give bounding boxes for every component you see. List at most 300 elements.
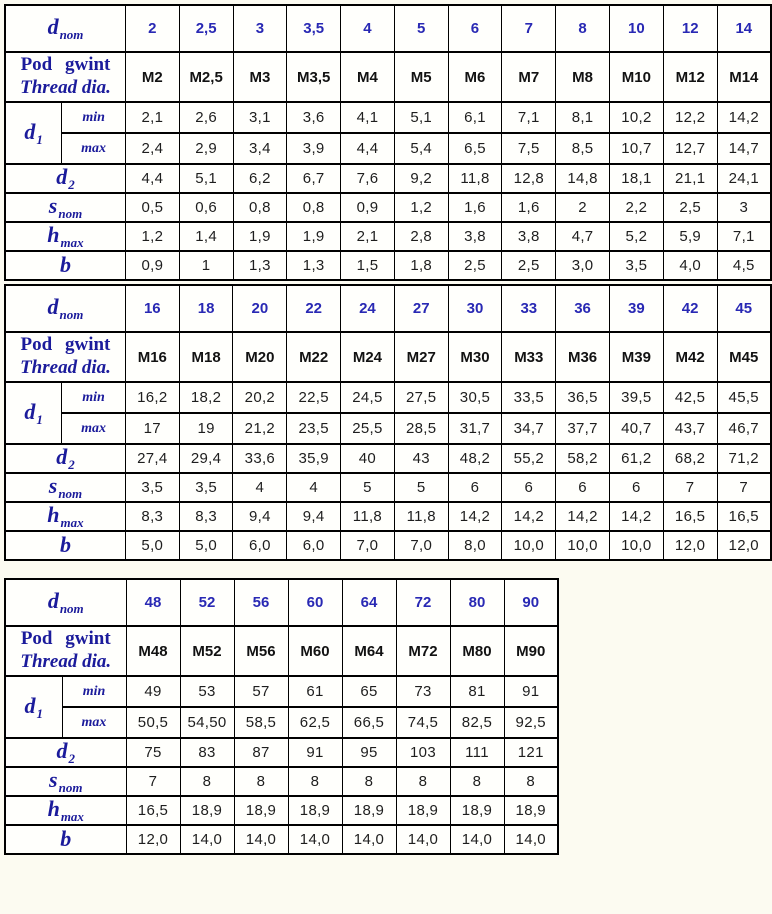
math-label bbox=[59, 532, 71, 557]
d2-value: 11,8 bbox=[448, 164, 502, 193]
snom-value: 5 bbox=[341, 473, 395, 502]
label-subscript: nom bbox=[59, 27, 84, 42]
hmax-value: 18,9 bbox=[234, 796, 288, 825]
thread-size: M22 bbox=[287, 332, 341, 382]
row-d1-min bbox=[5, 676, 558, 707]
thread-label-en: Thread dia. bbox=[20, 357, 111, 378]
thread-label-en: Thread dia. bbox=[20, 77, 111, 98]
row-d1-max bbox=[5, 707, 558, 738]
hmax-value: 11,8 bbox=[394, 502, 448, 531]
d2-value: 5,1 bbox=[179, 164, 233, 193]
dnom-value: 33 bbox=[502, 285, 556, 332]
dnom-value: 52 bbox=[180, 579, 234, 626]
b-value: 14,0 bbox=[396, 825, 450, 854]
snom-value: 0,8 bbox=[287, 193, 341, 222]
snom-value: 7 bbox=[126, 767, 180, 796]
d1-min-value: 39,5 bbox=[609, 382, 663, 413]
label-base: d bbox=[24, 692, 36, 718]
b-value: 2,5 bbox=[448, 251, 502, 280]
dnom-value: 72 bbox=[396, 579, 450, 626]
b-value: 1,3 bbox=[287, 251, 341, 280]
b-value: 1,8 bbox=[394, 251, 448, 280]
snom-value: 6 bbox=[502, 473, 556, 502]
table-body bbox=[5, 579, 558, 854]
b-value: 5,0 bbox=[179, 531, 233, 560]
d1-max-value: 25,5 bbox=[341, 413, 395, 444]
hmax-value: 18,9 bbox=[288, 796, 342, 825]
d1-max-value: 58,5 bbox=[234, 707, 288, 738]
row-snom bbox=[5, 473, 771, 502]
table-body bbox=[5, 5, 771, 280]
d1-max-value: 28,5 bbox=[394, 413, 448, 444]
math-label bbox=[47, 796, 84, 824]
d1-max-value: 54,50 bbox=[180, 707, 234, 738]
dnom-value: 12 bbox=[663, 5, 717, 52]
d2-value: 75 bbox=[126, 738, 180, 767]
dnom-value: 2 bbox=[125, 5, 179, 52]
hmax-value: 16,5 bbox=[663, 502, 717, 531]
label-base: d bbox=[24, 118, 36, 144]
hmax-value: 3,8 bbox=[502, 222, 556, 251]
hmax-value: 5,9 bbox=[663, 222, 717, 251]
b-value: 14,0 bbox=[180, 825, 234, 854]
d1-min-value: 61 bbox=[288, 676, 342, 707]
d2-value: 35,9 bbox=[287, 444, 341, 473]
d1-min-value: 14,2 bbox=[717, 102, 771, 133]
snom-value: 1,6 bbox=[448, 193, 502, 222]
thread-size: M56 bbox=[234, 626, 288, 676]
d1-max-value: 50,5 bbox=[126, 707, 180, 738]
d1-min-value: 53 bbox=[180, 676, 234, 707]
math-label bbox=[47, 222, 84, 250]
d1-max-value: 34,7 bbox=[502, 413, 556, 444]
label-subscript: nom bbox=[58, 780, 83, 795]
math-label bbox=[24, 692, 44, 721]
snom-value: 0,9 bbox=[341, 193, 395, 222]
hmax-value: 9,4 bbox=[233, 502, 287, 531]
d2-value: 9,2 bbox=[394, 164, 448, 193]
d1-max-value: 92,5 bbox=[504, 707, 558, 738]
thread-size: M2,5 bbox=[179, 52, 233, 102]
thread-size: M48 bbox=[126, 626, 180, 676]
snom-value: 2,2 bbox=[609, 193, 663, 222]
label-subscript: nom bbox=[59, 601, 84, 616]
label-subscript: 2 bbox=[68, 457, 75, 472]
thread-size: M33 bbox=[502, 332, 556, 382]
hmax-value: 16,5 bbox=[717, 502, 771, 531]
row-hmax bbox=[5, 796, 558, 825]
hmax-value: 8,3 bbox=[179, 502, 233, 531]
d1-min-value: 16,2 bbox=[125, 382, 179, 413]
b-value: 1 bbox=[179, 251, 233, 280]
hmax-value: 18,9 bbox=[180, 796, 234, 825]
d2-value: 58,2 bbox=[556, 444, 610, 473]
row-dnom bbox=[5, 5, 771, 52]
row-label-hmax bbox=[5, 222, 125, 251]
d1-max-value: 19 bbox=[179, 413, 233, 444]
d2-value: 4,4 bbox=[125, 164, 179, 193]
hmax-value: 18,9 bbox=[396, 796, 450, 825]
row-label-dnom bbox=[5, 5, 125, 52]
thread-size: M5 bbox=[394, 52, 448, 102]
d1-min-value: 3,6 bbox=[287, 102, 341, 133]
math-label bbox=[48, 473, 83, 501]
dnom-value: 3 bbox=[233, 5, 287, 52]
snom-value: 8 bbox=[288, 767, 342, 796]
label-subscript: 2 bbox=[68, 751, 75, 766]
d1-min-value: 49 bbox=[126, 676, 180, 707]
d1-max-value: 37,7 bbox=[556, 413, 610, 444]
math-label bbox=[47, 502, 84, 530]
dnom-value: 10 bbox=[609, 5, 663, 52]
dnom-value: 39 bbox=[609, 285, 663, 332]
math-label bbox=[47, 588, 84, 616]
d1-max-value: 12,7 bbox=[663, 133, 717, 164]
dnom-value: 56 bbox=[234, 579, 288, 626]
snom-value: 3,5 bbox=[125, 473, 179, 502]
snom-value: 3,5 bbox=[179, 473, 233, 502]
spec-table-1 bbox=[4, 4, 772, 281]
d2-value: 18,1 bbox=[609, 164, 663, 193]
label-base: b bbox=[59, 252, 71, 277]
b-value: 8,0 bbox=[448, 531, 502, 560]
row-d1-max bbox=[5, 413, 771, 444]
d1-max-value: 5,4 bbox=[394, 133, 448, 164]
label-base: b bbox=[59, 532, 71, 557]
d1-max-value: 3,4 bbox=[233, 133, 287, 164]
snom-value: 6 bbox=[448, 473, 502, 502]
d1-max-value: 46,7 bbox=[717, 413, 771, 444]
row-d1-min bbox=[5, 382, 771, 413]
snom-value: 7 bbox=[717, 473, 771, 502]
d2-value: 111 bbox=[450, 738, 504, 767]
snom-value: 4 bbox=[233, 473, 287, 502]
label-base: d bbox=[56, 444, 68, 469]
hmax-value: 8,3 bbox=[125, 502, 179, 531]
thread-size: M8 bbox=[556, 52, 610, 102]
d2-value: 48,2 bbox=[448, 444, 502, 473]
row-label-hmax bbox=[5, 502, 125, 531]
d2-value: 21,1 bbox=[663, 164, 717, 193]
math-label bbox=[49, 767, 83, 795]
thread-size: M24 bbox=[341, 332, 395, 382]
d2-value: 43 bbox=[394, 444, 448, 473]
d2-value: 6,7 bbox=[287, 164, 341, 193]
row-b bbox=[5, 251, 771, 280]
d2-value: 61,2 bbox=[609, 444, 663, 473]
d2-value: 40 bbox=[341, 444, 395, 473]
dnom-value: 30 bbox=[448, 285, 502, 332]
d2-value: 33,6 bbox=[233, 444, 287, 473]
b-value: 2,5 bbox=[502, 251, 556, 280]
row-label-d2 bbox=[5, 444, 125, 473]
b-value: 1,3 bbox=[233, 251, 287, 280]
hmax-value: 1,2 bbox=[125, 222, 179, 251]
d1-max-value: 2,9 bbox=[179, 133, 233, 164]
label-base: s bbox=[49, 767, 58, 792]
hmax-value: 4,7 bbox=[556, 222, 610, 251]
row-hmax bbox=[5, 502, 771, 531]
d2-value: 7,6 bbox=[341, 164, 395, 193]
d2-value: 29,4 bbox=[179, 444, 233, 473]
hmax-value: 3,8 bbox=[448, 222, 502, 251]
d1-min-value: 18,2 bbox=[179, 382, 233, 413]
d1-max-value: 6,5 bbox=[448, 133, 502, 164]
thread-size: M18 bbox=[179, 332, 233, 382]
row-label-d2 bbox=[5, 164, 125, 193]
d1-max-value: 40,7 bbox=[609, 413, 663, 444]
b-value: 1,5 bbox=[341, 251, 395, 280]
thread-size: M14 bbox=[717, 52, 771, 102]
snom-value: 2,5 bbox=[663, 193, 717, 222]
hmax-value: 2,8 bbox=[394, 222, 448, 251]
row-label-snom bbox=[5, 193, 125, 222]
math-label bbox=[24, 118, 43, 147]
snom-value: 8 bbox=[504, 767, 558, 796]
label-base: b bbox=[60, 826, 72, 851]
row-snom bbox=[5, 193, 771, 222]
label-base: s bbox=[48, 473, 58, 498]
b-value: 3,5 bbox=[609, 251, 663, 280]
snom-value: 8 bbox=[396, 767, 450, 796]
hmax-value: 18,9 bbox=[450, 796, 504, 825]
b-value: 12,0 bbox=[663, 531, 717, 560]
dnom-value: 3,5 bbox=[287, 5, 341, 52]
thread-size: M3,5 bbox=[287, 52, 341, 102]
math-label bbox=[56, 444, 75, 472]
dnom-value: 8 bbox=[556, 5, 610, 52]
dnom-value: 5 bbox=[394, 5, 448, 52]
thread-size: M27 bbox=[394, 332, 448, 382]
d1-min-value: 4,1 bbox=[341, 102, 395, 133]
dnom-value: 24 bbox=[341, 285, 395, 332]
d1-max-value: 66,5 bbox=[342, 707, 396, 738]
math-label bbox=[56, 164, 75, 192]
thread-size: M12 bbox=[663, 52, 717, 102]
row-label-b bbox=[5, 251, 125, 280]
snom-value: 6 bbox=[609, 473, 663, 502]
row-label-b bbox=[5, 531, 125, 560]
thread-size: M3 bbox=[233, 52, 287, 102]
label-subscript: 1 bbox=[36, 411, 43, 427]
row-label-snom bbox=[5, 473, 125, 502]
math-label bbox=[59, 252, 71, 277]
d2-value: 83 bbox=[180, 738, 234, 767]
d2-value: 103 bbox=[396, 738, 450, 767]
b-value: 10,0 bbox=[556, 531, 610, 560]
d1-min-value: 45,5 bbox=[717, 382, 771, 413]
row-thread bbox=[5, 332, 771, 382]
math-label bbox=[56, 738, 76, 766]
thread-size: M6 bbox=[448, 52, 502, 102]
d1-min-value: 81 bbox=[450, 676, 504, 707]
dnom-value: 45 bbox=[717, 285, 771, 332]
d1-max-value: 21,2 bbox=[233, 413, 287, 444]
d1-min-value: 33,5 bbox=[502, 382, 556, 413]
dnom-value: 60 bbox=[288, 579, 342, 626]
b-value: 4,5 bbox=[717, 251, 771, 280]
dnom-value: 2,5 bbox=[179, 5, 233, 52]
thread-size: M60 bbox=[288, 626, 342, 676]
row-d1-min bbox=[5, 102, 771, 133]
row-b bbox=[5, 825, 558, 854]
label-subscript: nom bbox=[59, 307, 84, 322]
d2-value: 24,1 bbox=[717, 164, 771, 193]
label-subscript: 2 bbox=[68, 177, 75, 192]
label-base: d bbox=[56, 738, 68, 763]
d1-min-value: 57 bbox=[234, 676, 288, 707]
d1-max-value: 43,7 bbox=[663, 413, 717, 444]
thread-size: M36 bbox=[556, 332, 610, 382]
hmax-value: 14,2 bbox=[609, 502, 663, 531]
row-label-d2 bbox=[5, 738, 126, 767]
d2-value: 121 bbox=[504, 738, 558, 767]
hmax-value: 1,4 bbox=[179, 222, 233, 251]
row-label-d1 bbox=[5, 102, 62, 164]
spec-table-3 bbox=[4, 578, 559, 855]
b-value: 4,0 bbox=[663, 251, 717, 280]
math-label bbox=[60, 826, 72, 851]
row-d1-max bbox=[5, 133, 771, 164]
row-label-d1 bbox=[5, 382, 62, 444]
hmax-value: 14,2 bbox=[502, 502, 556, 531]
thread-size: M7 bbox=[502, 52, 556, 102]
b-value: 14,0 bbox=[450, 825, 504, 854]
thread-size: M72 bbox=[396, 626, 450, 676]
snom-value: 5 bbox=[394, 473, 448, 502]
label-base: d bbox=[56, 164, 68, 189]
d1-min-value: 8,1 bbox=[556, 102, 610, 133]
row-snom bbox=[5, 767, 558, 796]
math-label bbox=[24, 398, 43, 427]
d1-max-value: 74,5 bbox=[396, 707, 450, 738]
b-value: 7,0 bbox=[341, 531, 395, 560]
thread-size: M16 bbox=[125, 332, 179, 382]
row-label-thread bbox=[5, 332, 125, 382]
b-value: 12,0 bbox=[717, 531, 771, 560]
hmax-value: 9,4 bbox=[287, 502, 341, 531]
row-dnom bbox=[5, 579, 558, 626]
row-b bbox=[5, 531, 771, 560]
snom-value: 0,8 bbox=[233, 193, 287, 222]
row-d2 bbox=[5, 738, 558, 767]
row-thread bbox=[5, 626, 558, 676]
spec-table-2 bbox=[4, 284, 772, 561]
snom-value: 8 bbox=[450, 767, 504, 796]
d1-min-value: 10,2 bbox=[609, 102, 663, 133]
label-base: d bbox=[47, 588, 59, 613]
snom-value: 0,6 bbox=[179, 193, 233, 222]
d1-min-value: 22,5 bbox=[287, 382, 341, 413]
row-label-hmax bbox=[5, 796, 126, 825]
row-label-dnom bbox=[5, 285, 125, 332]
hmax-value: 2,1 bbox=[341, 222, 395, 251]
snom-value: 1,6 bbox=[502, 193, 556, 222]
hmax-value: 5,2 bbox=[609, 222, 663, 251]
dnom-value: 36 bbox=[556, 285, 610, 332]
thread-label-en: Thread dia. bbox=[20, 651, 112, 672]
d2-value: 68,2 bbox=[663, 444, 717, 473]
snom-value: 3 bbox=[717, 193, 771, 222]
d1-min-value: 24,5 bbox=[341, 382, 395, 413]
hmax-value: 18,9 bbox=[504, 796, 558, 825]
thread-label-pl: Pod gwint bbox=[20, 628, 111, 650]
row-label-min: min bbox=[62, 382, 126, 413]
d1-min-value: 2,1 bbox=[125, 102, 179, 133]
snom-value: 1,2 bbox=[394, 193, 448, 222]
label-base: s bbox=[48, 193, 58, 218]
label-subscript: nom bbox=[58, 486, 83, 501]
snom-value: 4 bbox=[287, 473, 341, 502]
thread-size: M39 bbox=[609, 332, 663, 382]
row-d2 bbox=[5, 164, 771, 193]
b-value: 14,0 bbox=[504, 825, 558, 854]
d2-value: 71,2 bbox=[717, 444, 771, 473]
thread-size: M2 bbox=[125, 52, 179, 102]
label-base: h bbox=[47, 222, 60, 247]
d1-max-value: 31,7 bbox=[448, 413, 502, 444]
label-subscript: 1 bbox=[36, 131, 43, 147]
d1-min-value: 6,1 bbox=[448, 102, 502, 133]
d1-max-value: 4,4 bbox=[341, 133, 395, 164]
dnom-value: 18 bbox=[179, 285, 233, 332]
label-base: d bbox=[47, 294, 59, 319]
d2-value: 91 bbox=[288, 738, 342, 767]
snom-value: 8 bbox=[342, 767, 396, 796]
dnom-value: 4 bbox=[341, 5, 395, 52]
d1-max-value: 7,5 bbox=[502, 133, 556, 164]
d1-max-value: 14,7 bbox=[717, 133, 771, 164]
row-hmax bbox=[5, 222, 771, 251]
thread-size: M45 bbox=[717, 332, 771, 382]
row-label-min: min bbox=[62, 102, 126, 133]
d1-min-value: 30,5 bbox=[448, 382, 502, 413]
d2-value: 95 bbox=[342, 738, 396, 767]
table-body bbox=[5, 285, 771, 560]
hmax-value: 18,9 bbox=[342, 796, 396, 825]
d1-max-value: 82,5 bbox=[450, 707, 504, 738]
label-subscript: max bbox=[60, 235, 84, 250]
d1-max-value: 10,7 bbox=[609, 133, 663, 164]
math-label bbox=[47, 14, 84, 42]
dnom-value: 64 bbox=[342, 579, 396, 626]
b-value: 6,0 bbox=[287, 531, 341, 560]
b-value: 3,0 bbox=[556, 251, 610, 280]
d1-min-value: 65 bbox=[342, 676, 396, 707]
dnom-value: 14 bbox=[717, 5, 771, 52]
snom-value: 8 bbox=[234, 767, 288, 796]
label-subscript: max bbox=[60, 515, 84, 530]
row-d2 bbox=[5, 444, 771, 473]
d1-max-value: 17 bbox=[125, 413, 179, 444]
dnom-value: 22 bbox=[287, 285, 341, 332]
b-value: 0,9 bbox=[125, 251, 179, 280]
row-label-dnom bbox=[5, 579, 126, 626]
hmax-value: 1,9 bbox=[287, 222, 341, 251]
d2-value: 55,2 bbox=[502, 444, 556, 473]
thread-size: M20 bbox=[233, 332, 287, 382]
d1-min-value: 7,1 bbox=[502, 102, 556, 133]
row-label-max: max bbox=[62, 413, 126, 444]
dnom-value: 7 bbox=[502, 5, 556, 52]
snom-value: 6 bbox=[556, 473, 610, 502]
label-base: d bbox=[24, 398, 36, 424]
b-value: 10,0 bbox=[609, 531, 663, 560]
d2-value: 27,4 bbox=[125, 444, 179, 473]
math-label bbox=[47, 294, 84, 322]
d1-min-value: 5,1 bbox=[394, 102, 448, 133]
row-label-d1 bbox=[5, 676, 62, 738]
